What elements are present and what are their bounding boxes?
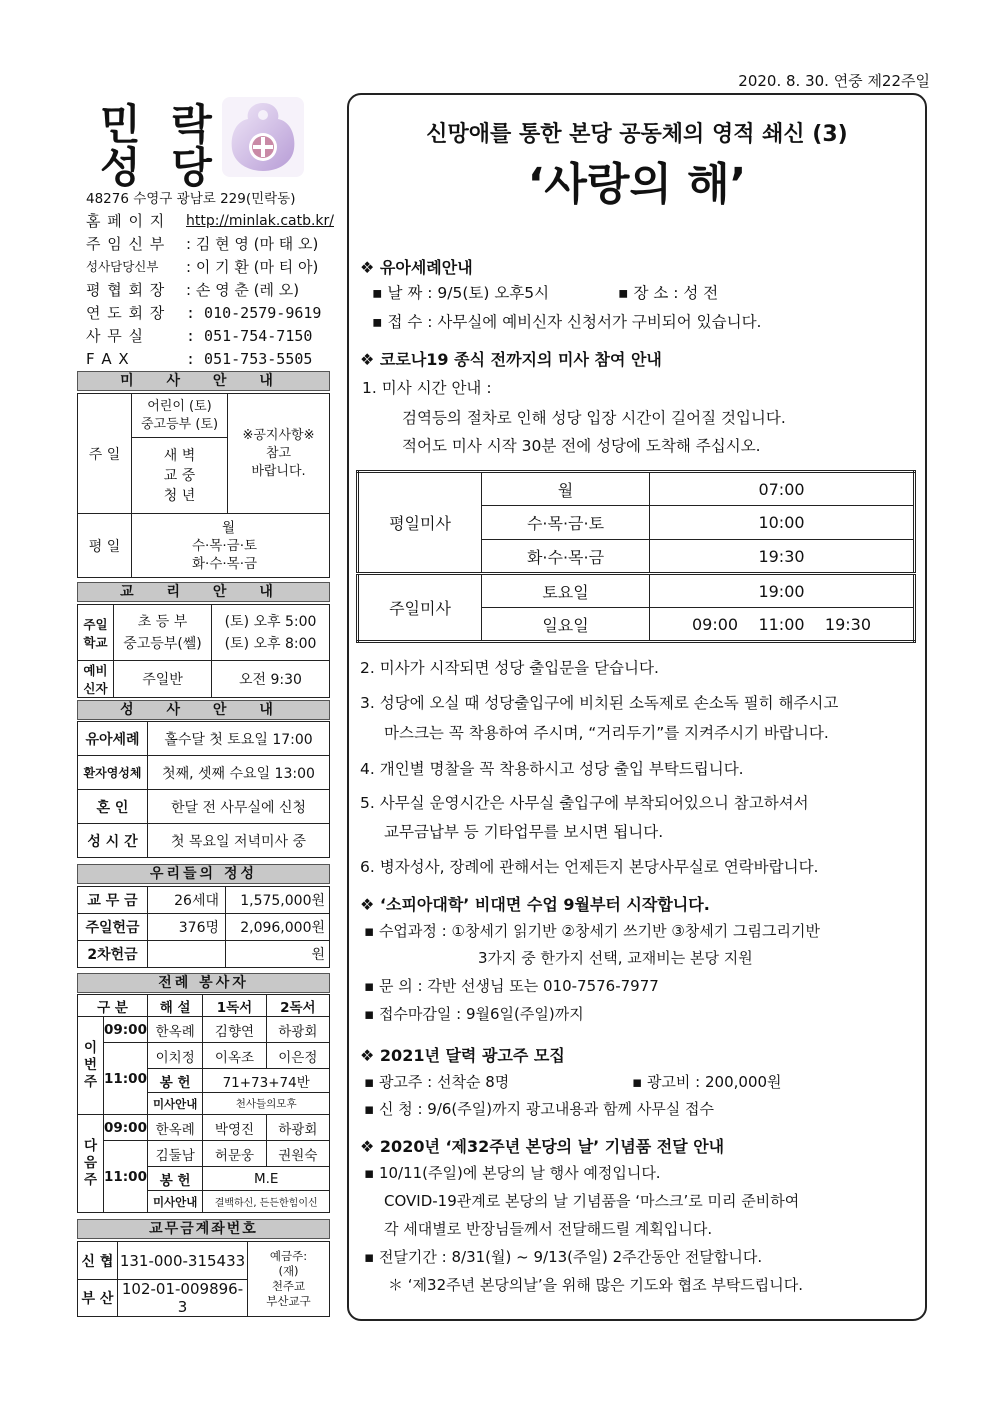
mass-day: 일요일: [482, 608, 650, 642]
panel-subtitle: 신망애를 통한 본당 공동체의 영적 쇄신 (3): [426, 122, 848, 147]
line-text: 신 청 : 9/6(주일)까지 광고내용과 함께 사무실 접수: [378, 1100, 715, 1118]
list-item: 수·목·금·토: [192, 537, 258, 554]
school-times: [212, 605, 330, 661]
time-slot: 11:00: [104, 1043, 148, 1115]
line-text: 3. 성당에 오실 때 성당출입구에 비치된 소독제로 손소독 필히 해주시고: [360, 694, 839, 712]
section-title: 2020년 ‘제32주년 본당의 날’ 기념품 전달 안내: [379, 1137, 725, 1156]
info-label: 주 임 신 부: [86, 235, 166, 253]
line-text: 문 의 : 각반 선생님 또는 010-7576-7977: [378, 977, 659, 995]
holder-line: (재): [278, 1264, 299, 1278]
section-title: 2021년 달력 광고주 모집: [379, 1046, 565, 1065]
offering-count: 26세대: [148, 887, 226, 914]
bullet-icon: ▪: [364, 1164, 379, 1182]
line-text: 5. 사무실 운영시간은 사무실 출입구에 부착되어있으니 참고하셔서: [360, 794, 809, 812]
mass-info-header: 미 사 안 내: [77, 371, 330, 391]
sunday-children-youth: [132, 394, 228, 438]
bullet-icon: ▪: [372, 284, 388, 302]
diamond-icon: ❖: [360, 258, 380, 277]
church-name-line2: 성 당: [100, 143, 220, 192]
sacrament-value: 첫째, 셋째 수요일 13:00: [148, 756, 330, 790]
line-text: 광고비 : 200,000원: [646, 1073, 782, 1091]
bullet-icon: ▪: [372, 313, 388, 331]
reader1: 이옥조: [203, 1043, 266, 1069]
info-value: : 김 현 영 (마 태 오): [186, 235, 319, 253]
line-text: 광고주 : 선착순 8명: [378, 1073, 510, 1091]
info-office: [86, 325, 336, 347]
section-sophia-university: [360, 892, 710, 915]
mid-time: (토) 오후 8:00: [224, 635, 317, 652]
line-text: 접수마감일 : 9월6일(주일)까지: [378, 1005, 584, 1023]
sacraments-table: [77, 721, 330, 858]
holder-line: 부산교구: [266, 1294, 311, 1308]
bullet-icon: ▪: [364, 977, 379, 995]
this-week-label: 이번주: [78, 1017, 104, 1115]
mass-day: 수·목·금·토: [482, 506, 650, 540]
line-text: 수업과정 : ①창세기 읽기반 ②창세기 쓰기반 ③창세기 그림그리기반: [378, 922, 820, 940]
guide-value: 결백하신, 든든한힘이신: [203, 1191, 330, 1213]
bullet-icon: ▪: [632, 1073, 647, 1091]
commentator: 김둘남: [148, 1141, 203, 1167]
offertory-label: 봉 헌: [148, 1069, 203, 1093]
advertiser-line: [364, 1071, 509, 1092]
reader2: 권원숙: [266, 1141, 329, 1167]
line-text: 10/11(주일)에 본당의 날 행사 예정입니다.: [378, 1164, 661, 1182]
section-title: 유아세례안내: [379, 258, 473, 277]
church-logo-icon: [222, 97, 304, 177]
offering-amount: 2,096,000원: [226, 914, 330, 941]
offering-label: 주일헌금: [78, 914, 148, 941]
info-pastor: [86, 233, 336, 255]
bank-name: 부 산: [78, 1280, 118, 1317]
list-item: 월: [222, 519, 236, 536]
offertory-value: M.E: [203, 1167, 330, 1191]
sunday-label: 주 일: [78, 394, 132, 514]
line-text: 마스크는 꼭 착용하여 주시며, “거리두기”를 지켜주시기 바랍니다.: [384, 724, 829, 742]
notice-line: 바랍니다.: [251, 463, 306, 479]
line-text: 4. 개인별 명찰을 꼭 착용하시고 성당 출입 부탁드립니다.: [360, 760, 744, 778]
mass-time: 19:30: [650, 540, 915, 574]
info-value: : 손 영 춘 (레 오): [186, 281, 300, 299]
catechism-header: 교 리 안 내: [77, 582, 330, 602]
diamond-icon: ❖: [360, 895, 380, 914]
info-label: 연 도 회 장: [86, 304, 166, 322]
guide-label: 미사안내: [148, 1191, 203, 1213]
catechumen-class: 주일반: [114, 661, 212, 698]
school-classes: [114, 605, 212, 661]
line-text: 장 소 : 성 전: [633, 284, 719, 302]
section-infant-baptism: [360, 255, 473, 278]
church-address: 48276 수영구 광남로 229(민락동): [86, 191, 296, 207]
col-header: 2독서: [266, 995, 329, 1017]
bullet-icon: ▪: [364, 1248, 379, 1266]
time-slot: 11:00: [104, 1141, 148, 1213]
info-value: : 이 기 환 (마 티 아): [186, 258, 319, 276]
baptism-date: [372, 281, 549, 303]
bulletin-date: 2020. 8. 30. 연중 제22주일: [738, 72, 930, 90]
line-text: 전달기간 : 8/31(월) ~ 9/13(주일) 2주간동안 전달합니다.: [378, 1248, 763, 1266]
line-text: COVID-19관계로 본당의 날 기념품을 ‘마스크’로 미리 준비하여: [384, 1192, 800, 1210]
diamond-icon: ❖: [360, 1137, 380, 1156]
section-title: 코로나19 종식 전까지의 미사 참여 안내: [379, 350, 662, 369]
offering-count: 376명: [148, 914, 226, 941]
baptism-place: [618, 281, 718, 303]
sacrament-label: 환자영성체: [78, 756, 148, 790]
section-covid-mass: [360, 347, 662, 370]
info-value: : 010-2579-9619: [186, 304, 322, 322]
mass-time: 19:00: [650, 574, 915, 608]
commentator: 한옥례: [148, 1115, 203, 1141]
holder-line: 천주교: [271, 1279, 306, 1293]
sunday-school-label: 주일학교: [78, 605, 114, 661]
inquiry-line: [364, 975, 659, 996]
info-label: 사 무 실: [86, 327, 145, 345]
reader2: 이은정: [266, 1043, 329, 1069]
sacrament-label: 성 시 간: [78, 824, 148, 858]
list-item: 새 벽: [163, 447, 196, 464]
youth-mass: 중고등부 (토): [140, 416, 219, 432]
offertory-label: 봉 헌: [148, 1167, 203, 1191]
col-header: 1독서: [203, 995, 266, 1017]
baptism-registration: [372, 310, 761, 332]
col-header: 해 설: [148, 995, 203, 1017]
line-text: 6. 병자성사, 장례에 관해서는 언제든지 본당사무실로 연락바랍니다.: [360, 858, 819, 876]
info-label: 평 협 회 장: [86, 281, 166, 299]
info-label: 홈 페 이 지: [86, 212, 166, 230]
mass-day: 화·수·목·금: [482, 540, 650, 574]
church-name-line1: 민 락: [100, 100, 220, 149]
guide-label: 미사안내: [148, 1093, 203, 1115]
commentator: 한옥례: [148, 1017, 203, 1043]
col-header: 구 분: [78, 995, 148, 1017]
elem-time: (토) 오후 5:00: [224, 613, 317, 630]
event-line: [364, 1162, 661, 1183]
bullet-icon: ▪: [364, 922, 379, 940]
ministers-header: 전례 봉사자: [77, 973, 330, 993]
time-slot: 09:00: [104, 1115, 148, 1141]
list-item: 화·수·목·금: [192, 555, 258, 572]
delivery-period-line: [364, 1246, 762, 1267]
diamond-icon: ❖: [360, 350, 380, 369]
line-text: 교무금납부 등 기타업무를 보시면 됩니다.: [384, 823, 664, 841]
mass-time: 10:00: [650, 506, 915, 540]
offering-label: 2차헌금: [78, 941, 148, 968]
diamond-icon: ❖: [360, 1046, 380, 1065]
commentator: 이치정: [148, 1043, 203, 1069]
line-text: 검역등의 절차로 인해 성당 입장 시간이 길어질 것입니다.: [402, 409, 786, 427]
account-number: 131-000-315433: [118, 1242, 248, 1280]
mid-class: 중고등부(쎌): [123, 635, 202, 652]
catechumen-label: 예비신자: [78, 661, 114, 698]
info-fax: [86, 348, 336, 370]
next-week-label: 다음주: [78, 1115, 104, 1213]
accounts-table: [77, 1241, 330, 1317]
course-line: [364, 920, 820, 941]
account-number: 102-01-009896-3: [118, 1280, 248, 1317]
accounts-header: 교무금계좌번호: [77, 1219, 330, 1239]
weekday-mass-list: [132, 514, 330, 578]
weekday-label: 평 일: [78, 514, 132, 578]
elem-class: 초 등 부: [137, 613, 188, 630]
sacrament-label: 유아세례: [78, 722, 148, 756]
reader2: 하광회: [266, 1017, 329, 1043]
homepage-link[interactable]: http://minlak.catb.kr/: [186, 213, 334, 229]
list-item: 청 년: [163, 487, 196, 504]
reader2: 하광회: [266, 1115, 329, 1141]
weekday-mass-label: 평일미사: [358, 472, 482, 574]
offering-amount: 1,575,000원: [226, 887, 330, 914]
sacrament-label: 혼 인: [78, 790, 148, 824]
info-council-president: [86, 279, 336, 301]
offering-count: [148, 941, 226, 968]
offering-table: [77, 886, 330, 968]
bank-name: 신 협: [78, 1242, 118, 1280]
deadline-line: [364, 1003, 584, 1024]
offering-label: 교 무 금: [78, 887, 148, 914]
reader1: 박영진: [203, 1115, 266, 1141]
line-text: 3가지 중 한가지 선택, 교재비는 본당 지원: [478, 949, 753, 967]
section-calendar-ads: [360, 1043, 565, 1066]
mass-info-table: [77, 393, 330, 578]
panel-title: ‘사랑의 해’: [527, 159, 747, 210]
mass-time: 09:00 11:00 19:30: [650, 608, 915, 642]
sacrament-value: 첫 목요일 저녁미사 중: [148, 824, 330, 858]
holder-line: 예금주:: [269, 1249, 308, 1263]
children-mass: 어린이 (토): [147, 398, 212, 414]
bullet-icon: ▪: [364, 1100, 379, 1118]
notice-line: 참고: [265, 445, 292, 461]
account-holder: [248, 1242, 330, 1317]
info-value: : 051-754-7150: [186, 327, 313, 345]
mass-time: 07:00: [650, 472, 915, 506]
bullet-icon: ▪: [364, 1005, 379, 1023]
info-label: 성사담당신부: [86, 259, 159, 274]
guide-value: 천사들의모후: [203, 1093, 330, 1115]
section-parish-day: [360, 1134, 724, 1157]
sacrament-value: 한달 전 사무실에 신청: [148, 790, 330, 824]
bullet-icon: ▪: [364, 1073, 379, 1091]
info-label: F A X: [86, 350, 130, 368]
line-text: ＊ ‘제32주년 본당의날’을 위해 많은 기도와 협조 부탁드립니다.: [388, 1276, 804, 1294]
mass-day: 토요일: [482, 574, 650, 608]
line-text: 접 수 : 사무실에 예비신자 신청서가 구비되어 있습니다.: [387, 313, 762, 331]
reader1: 김향연: [203, 1017, 266, 1043]
offering-amount: 원: [226, 941, 330, 968]
catechumen-time: 오전 9:30: [212, 661, 330, 698]
info-value: : 051-753-5505: [186, 350, 313, 368]
mass-schedule-table: [356, 470, 916, 643]
info-sacrament-priest: [86, 256, 336, 278]
sacrament-value: 홀수달 첫 토요일 17:00: [148, 722, 330, 756]
catechism-table: [77, 604, 330, 698]
mass-notice: [228, 394, 330, 514]
line-text: 1. 미사 시간 안내 :: [362, 379, 492, 397]
reader1: 허문웅: [203, 1141, 266, 1167]
notice-line: ※공지사항※: [242, 427, 315, 443]
section-title: ‘소피아대학’ 비대면 수업 9월부터 시작합니다.: [379, 895, 710, 914]
info-homepage: [86, 210, 336, 232]
bullet-icon: ▪: [618, 284, 634, 302]
line-text: 적어도 미사 시작 30분 전에 성당에 도착해 주십시오.: [402, 437, 761, 455]
sunday-mass-list: [132, 438, 228, 514]
application-line: [364, 1098, 714, 1119]
ministers-table: [77, 994, 330, 1213]
line-text: 각 세대별로 반장님들께서 전달해드릴 계획입니다.: [384, 1220, 713, 1238]
ad-fee-line: [632, 1071, 782, 1092]
offering-header: 우리들의 정성: [77, 864, 330, 884]
mass-day: 월: [482, 472, 650, 506]
offertory-value: 71+73+74반: [203, 1069, 330, 1093]
time-slot: 09:00: [104, 1017, 148, 1043]
sunday-mass-label: 주일미사: [358, 574, 482, 642]
info-prayer-leader: [86, 302, 336, 324]
sacraments-header: 성 사 안 내: [77, 700, 330, 720]
list-item: 교 중: [163, 467, 196, 484]
line-text: 날 짜 : 9/5(토) 오후5시: [387, 284, 550, 302]
line-text: 2. 미사가 시작되면 성당 출입문을 닫습니다.: [360, 659, 659, 677]
